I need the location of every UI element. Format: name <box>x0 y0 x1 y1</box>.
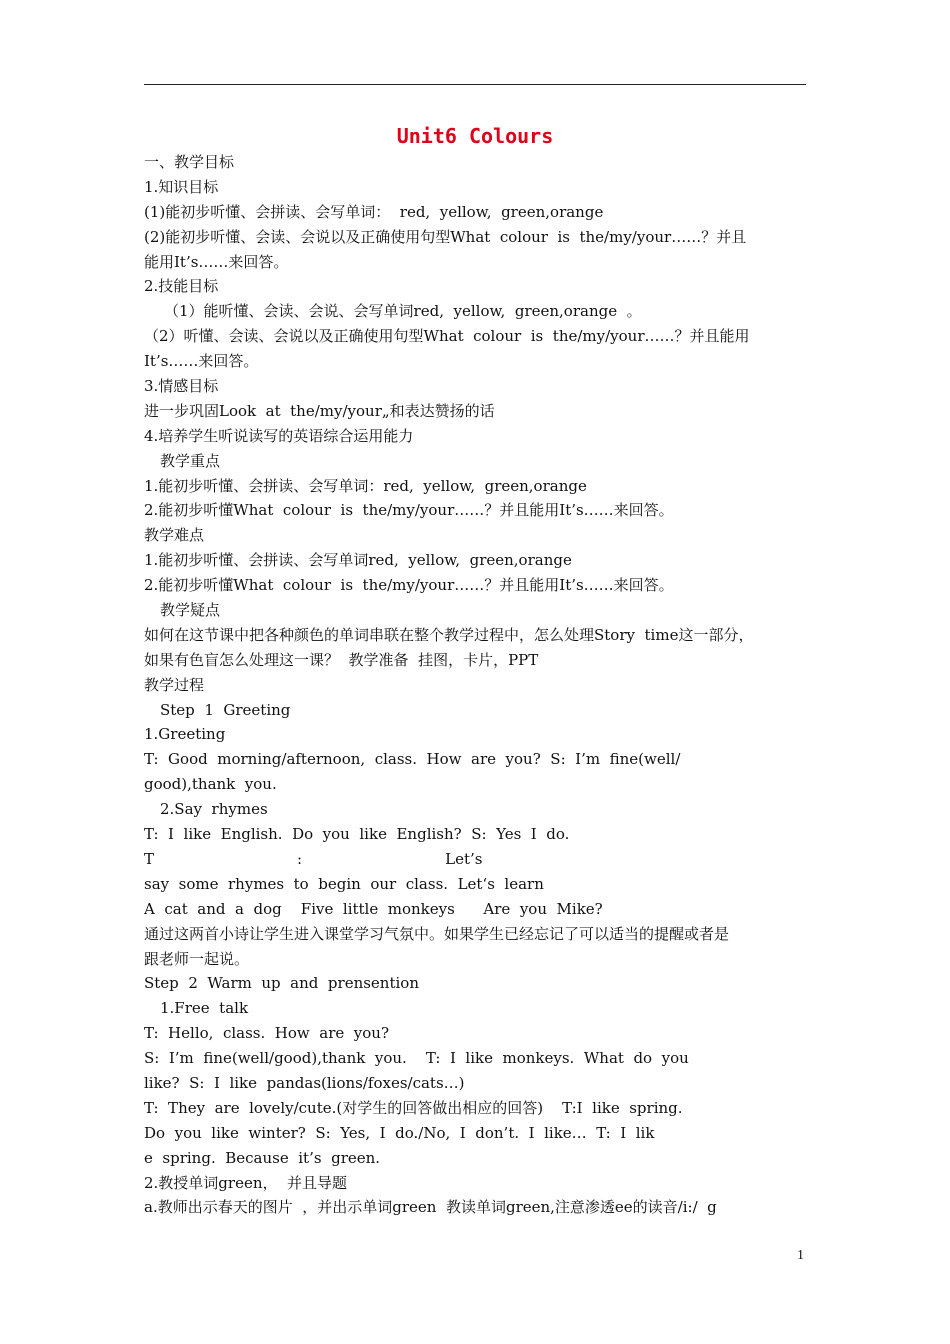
text-line: 1.Greeting <box>144 725 226 744</box>
text-line: 教学难点 <box>144 526 205 545</box>
page-number: 1 <box>797 1248 804 1263</box>
page-title: Unit6 Colours <box>396 124 554 148</box>
text-line: 1.Free talk <box>160 999 249 1018</box>
text-line: It’s……来回答。 <box>144 352 259 371</box>
text-line: T: Hello, class. How are you? <box>144 1024 390 1043</box>
text-line: Do you like winter? S: Yes, I do./No, I don’t. I like… T: I lik <box>144 1123 655 1142</box>
text-line: 教学重点 <box>160 451 221 470</box>
text-line: 教学疑点 <box>160 601 221 620</box>
text-line: Step 2 Warm up and prensention <box>144 974 419 993</box>
text-line: 一、教学目标 <box>144 153 235 171</box>
text-line: 跟老师一起说。 <box>144 949 250 968</box>
text-line: 教学过程 <box>144 675 205 694</box>
text-line: T: Good morning/afternoon, class. How are you? S: I’m fine(well/ <box>144 750 681 769</box>
header-rule <box>144 84 806 85</box>
text-line: 2.能初步听懂What colour is the/my/your……？并且能用It’s……来回答。 <box>144 576 674 595</box>
text-line: 通过这两首小诗让学生进入课堂学习气氛中。如果学生已经忘记了可以适当的提醒或者是 <box>144 924 730 943</box>
text-line: e spring. Because it’s green. <box>144 1148 381 1167</box>
text-line: 2.教授单词green， 并且导题 <box>144 1173 348 1192</box>
text-line: S: I’m fine(well/good),thank you. T: I like monkeys. What do you <box>144 1049 689 1068</box>
text-line: 3.情感目标 <box>144 377 219 396</box>
text-line: 4.培养学生听说读写的英语综合运用能力 <box>144 426 414 445</box>
text-line: 进一步巩固Look at the/my/your„和表达赞扬的话 <box>144 401 495 420</box>
text-line: （1）能听懂、会读、会说、会写单词red, yellow, green,orange 。 <box>164 302 642 321</box>
text-line: 2.技能目标 <box>144 277 219 296</box>
text-line: T: They are lovely/cute.(对学生的回答做出相应的回答) T:I like spring. <box>144 1098 683 1117</box>
text-line: 如果有色盲怎么处理这一课？ 教学准备 挂图，卡片，PPT <box>144 650 539 669</box>
text-line: 1.知识目标 <box>144 177 219 196</box>
text-line: good),thank you. <box>144 775 277 794</box>
text-line: a.教师出示春天的图片 ，并出示单词green 教读单词green,注意渗透ee的读音/i:/ g <box>144 1198 717 1217</box>
text-line: 2.能初步听懂What colour is the/my/your……？并且能用It’s……来回答。 <box>144 501 674 520</box>
text-line: （2）听懂、会读、会说以及正确使用句型What colour is the/my/your……？并且能用 <box>144 327 750 346</box>
text-line: 如何在这节课中把各种颜色的单词串联在整个教学过程中，怎么处理Story time这一部分， <box>144 625 754 644</box>
text-line: T : Let’s <box>144 849 483 868</box>
text-line: T: I like English. Do you like English? S: Yes I do. <box>144 825 570 844</box>
text-line: 1.能初步听懂、会拼读、会写单词：red, yellow, green,orange <box>144 476 587 495</box>
text-line: Step 1 Greeting <box>160 700 291 719</box>
text-line: 1.能初步听懂、会拼读、会写单词red, yellow, green,orange <box>144 551 572 570</box>
text-line: 2.Say rhymes <box>160 800 268 819</box>
text-line: say some rhymes to begin our class. Let‘s learn <box>144 874 544 893</box>
text-line: 能用It’s……来回答。 <box>144 252 289 271</box>
document-body <box>144 150 816 1220</box>
text-line: A cat and a dog Five little monkeys Are you Mike? <box>144 899 603 918</box>
text-line: (1)能初步听懂、会拼读、会写单词： red, yellow, green,orange <box>144 202 604 221</box>
text-line: like? S: I like pandas(lions/foxes/cats…) <box>144 1073 465 1092</box>
text-line: (2)能初步听懂、会读、会说以及正确使用句型What colour is the/my/your……？并且 <box>144 227 747 246</box>
